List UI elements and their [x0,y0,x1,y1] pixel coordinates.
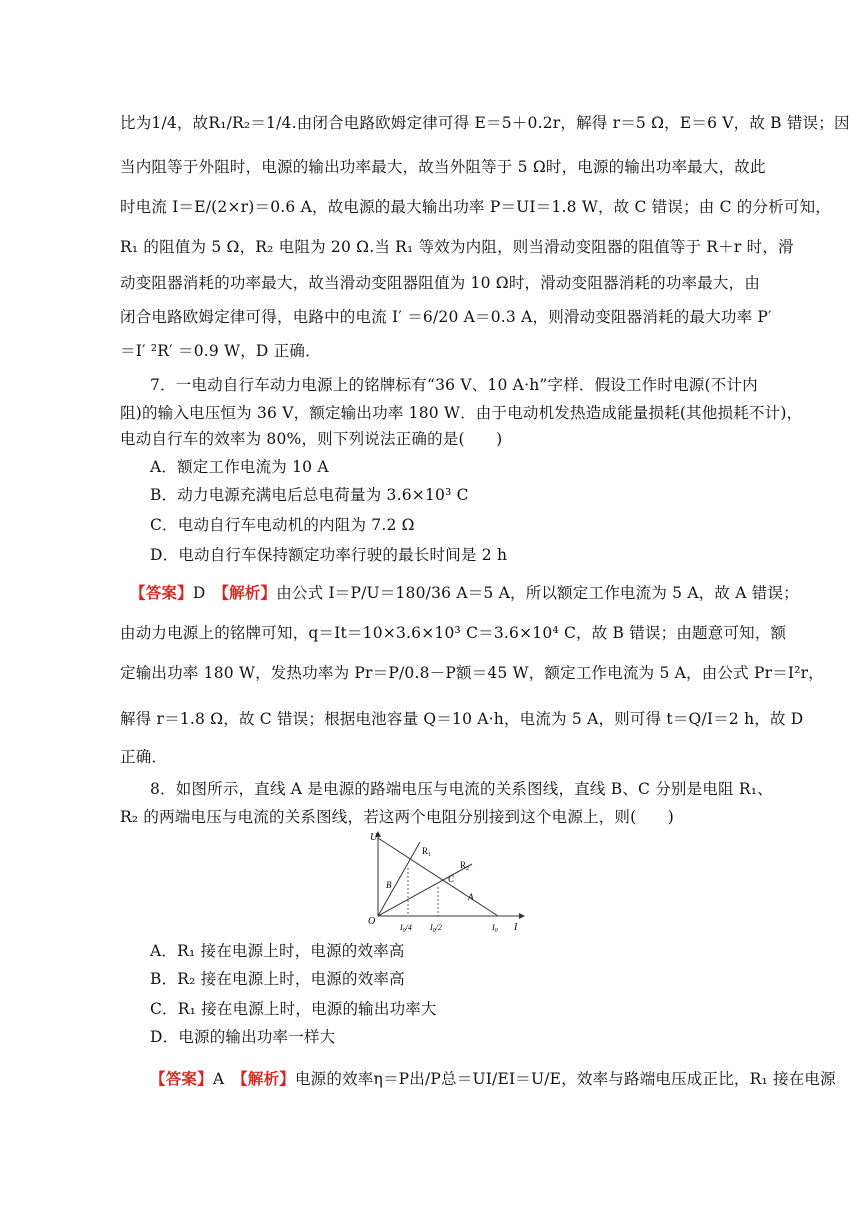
question7-option-a: A．额定工作电流为 10 A [150,458,329,476]
analysis-line: 正确． [120,748,168,766]
tick-i0: $I_0$ [492,923,498,934]
label-u: U [370,832,378,843]
solution-line: 动变阻器消耗的功率最大，故当滑动变阻器阻值为 10 Ω时，滑动变阻器消耗的功率最大，由 [120,274,761,292]
analysis-text: 由公式 I＝P/U＝180/36 A＝5 A，所以额定工作电流为 5 A，故 A 错误； [276,584,799,602]
label-origin: O [368,916,376,927]
answer-tag: 【答案】 [150,1069,213,1088]
question8-stem: R₂ 的两端电压与电流的关系图线，若这两个电阻分别接到这个电源上，则( ) [120,808,675,826]
solution-line: R₁ 的阻值为 5 Ω，R₂ 电阻为 20 Ω.当 R₁ 等效为内阻，则当滑动变阻器的阻值等于 R＋r 时，滑 [120,238,794,256]
label-r1: $R_1$ [422,846,432,858]
question8-option-d: D．电源的输出功率一样大 [150,1028,336,1046]
question7-stem: 电动自行车的效率为 80%，则下列说法正确的是( ) [120,430,503,448]
label-i: I [514,922,518,933]
question7-option-c: C．电动自行车电动机的内阻为 7.2 Ω [150,516,415,534]
label-c: C [448,874,455,884]
question8-option-b: B．R₂ 接在电源上时，电源的效率高 [150,970,405,988]
analysis-line: 由动力电源上的铭牌可知，q＝It＝10×3.6×10³ C＝3.6×10⁴ C，故 B 错误；由题意可知，额 [120,624,787,642]
question8-option-c: C．R₁ 接在电源上时，电源的输出功率大 [150,1000,437,1018]
analysis-tag: 【解析】 [221,583,277,602]
ui-graph-figure [362,828,532,936]
question7-stem: 阻)的输入电压恒为 36 V，额定输出功率 180 W．由于电动机发热造成能量损耗(其他损耗不计)， [120,404,803,422]
question8-option-a: A．R₁ 接在电源上时，电源的效率高 [150,942,405,960]
answer-value: D [192,584,206,602]
solution-line: 时电流 I＝E/(2×r)＝0.6 A，故电源的最大输出功率 P＝UI＝1.8 W，故 C 错误；由 C 的分析可知， [120,198,831,216]
answer-value: A [212,1070,225,1088]
question7-stem: 7．一电动自行车动力电源上的铭牌标有“36 V、10 A·h”字样．假设工作时电源(不计内 [150,376,758,394]
label-r2: $R_2$ [460,860,470,872]
solution-line: 比为1/4，故R₁/R₂＝1/4.由闭合电路欧姆定律可得 E＝5＋0.2r，解得 r＝5 Ω，E＝6 V，故 B 错误；因 [120,114,850,132]
solution-line: 当内阻等于外阻时，电源的输出功率最大，故当外阻等于 5 Ω时，电源的输出功率最大，故此 [120,158,766,176]
solution-line: ＝I′ ²R′ ＝0.9 W，D 正确． [120,342,321,360]
question7-option-b: B．动力电源充满电后总电荷量为 3.6×10³ C [150,486,469,504]
question7-option-d: D．电动自行车保持额定功率行驶的最长时间是 2 h [150,546,508,564]
question8-stem: 8．如图所示，直线 A 是电源的路端电压与电流的关系图线，直线 B、C 分别是电阻 R₁、 [150,780,773,798]
analysis-text: 电源的效率η＝P出/P总＝UI/EI＝U/E，效率与路端电压成正比，R₁ 接在电源 [294,1070,836,1088]
tick-i0-2: $I_0/2$ [430,923,442,934]
analysis-tag: 【解析】 [239,1069,295,1088]
analysis-line: 定输出功率 180 W，发热功率为 Pr＝P/0.8－P额＝45 W，额定工作电流为 5 A，由公式 Pr＝I²r， [120,664,824,682]
label-b: B [386,880,392,890]
answer-tag: 【答案】 [130,583,193,602]
tick-i0-4: $I_0/4$ [400,923,412,934]
solution-line: 闭合电路欧姆定律可得，电路中的电流 I′ ＝6/20 A＝0.3 A，则滑动变阻器消耗的最大功率 P′ [120,308,772,326]
analysis-line: 解得 r＝1.8 Ω，故 C 错误；根据电池容量 Q＝10 A·h，电流为 5 A，则可得 t＝Q/I＝2 h，故 D [120,710,804,728]
question8-answer-line [150,1068,836,1090]
question7-answer-line [130,582,799,604]
label-a: A [468,892,474,902]
